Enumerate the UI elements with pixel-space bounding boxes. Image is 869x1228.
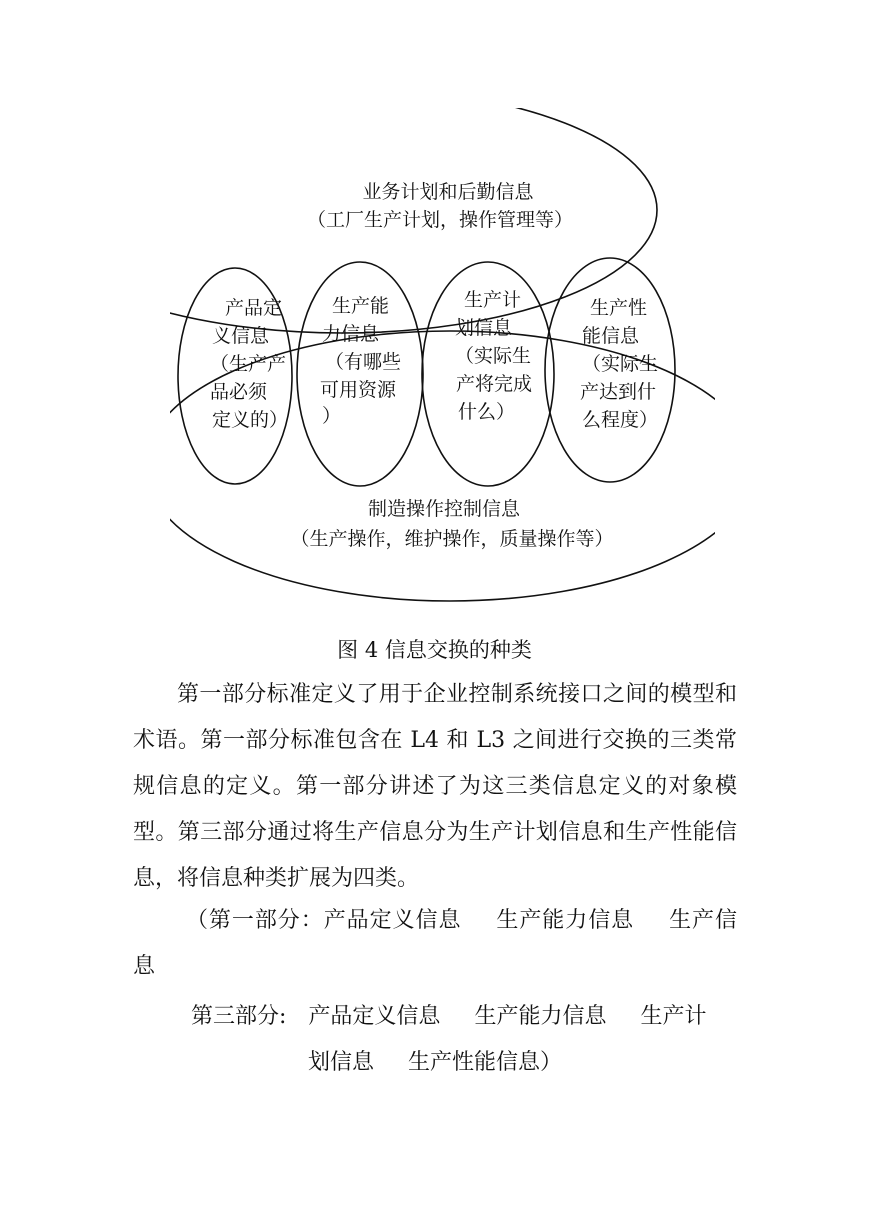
- venn-diagram-svg: [170, 108, 715, 608]
- svg-text:生产性: 生产性: [590, 297, 648, 319]
- part3-item-split: 生产计: [640, 1004, 707, 1029]
- production-capability-label: [320, 295, 401, 427]
- production-performance-label: [580, 297, 658, 431]
- svg-text:定义的）: 定义的）: [212, 409, 289, 431]
- svg-text:）: ）: [322, 405, 342, 427]
- part3-item-split: 划信息: [307, 1050, 374, 1075]
- business-planning-subtitle: （工厂生产计划，操作管理等）: [306, 209, 574, 231]
- svg-text:力信息: 力信息: [322, 323, 380, 345]
- svg-text:划信息: 划信息: [455, 317, 513, 339]
- svg-text:可用资源: 可用资源: [320, 379, 397, 401]
- business-planning-title: 业务计划和后勤信息: [362, 181, 534, 203]
- svg-text:能信息: 能信息: [582, 325, 640, 347]
- svg-text:产达到什: 产达到什: [580, 381, 657, 403]
- body-paragraph: 第一部分标准定义了用于企业控制系统接口之间的模型和术语。第一部分标准包含在 L4 和 L3 之间进行交换的三类常规信息的定义。第一部分讲述了为这三类信息定义的对象模型。第三部分通过将生产信息分为生产计划信息和生产性能信息，将信息种类扩展为四类。: [133, 682, 737, 891]
- svg-text:产品定: 产品定: [225, 297, 283, 319]
- part1-item: 生产信息: [133, 908, 737, 979]
- svg-text:什么）: 什么）: [458, 401, 516, 423]
- svg-text:（实际生: （实际生: [455, 345, 532, 367]
- part3-item: 产品定义信息: [308, 1004, 441, 1029]
- manufacturing-control-subtitle: （生产操作，维护操作，质量操作等）: [290, 528, 614, 550]
- part3-item: 生产性能信息）: [408, 1050, 563, 1075]
- svg-text:生产计: 生产计: [464, 289, 522, 311]
- svg-text:产将完成: 产将完成: [456, 373, 533, 395]
- part1-list: [133, 898, 737, 990]
- svg-text:（有哪些: （有哪些: [325, 351, 402, 373]
- part3-label: 第三部分:: [191, 1004, 287, 1029]
- svg-text:生产能: 生产能: [332, 295, 390, 317]
- part3-list: [133, 994, 737, 1086]
- svg-text:（实际生: （实际生: [582, 353, 659, 375]
- production-schedule-label: [455, 289, 532, 423]
- svg-text:（生产产: （生产产: [210, 353, 287, 375]
- svg-text:义信息: 义信息: [212, 325, 270, 347]
- figure-caption: 图 4 信息交换的种类: [337, 638, 532, 662]
- svg-text:么程度）: 么程度）: [582, 409, 659, 431]
- product-definition-label: [210, 297, 288, 431]
- info-exchange-diagram: [170, 108, 715, 608]
- manufacturing-control-title: 制造操作控制信息: [367, 498, 521, 520]
- part1-label: （第一部分：: [185, 908, 324, 933]
- svg-text:品必须: 品必须: [210, 381, 268, 403]
- part3-item: 生产能力信息: [474, 1004, 607, 1029]
- part1-item: 生产能力信息: [495, 908, 635, 933]
- part1-item: 产品定义信息: [323, 908, 462, 933]
